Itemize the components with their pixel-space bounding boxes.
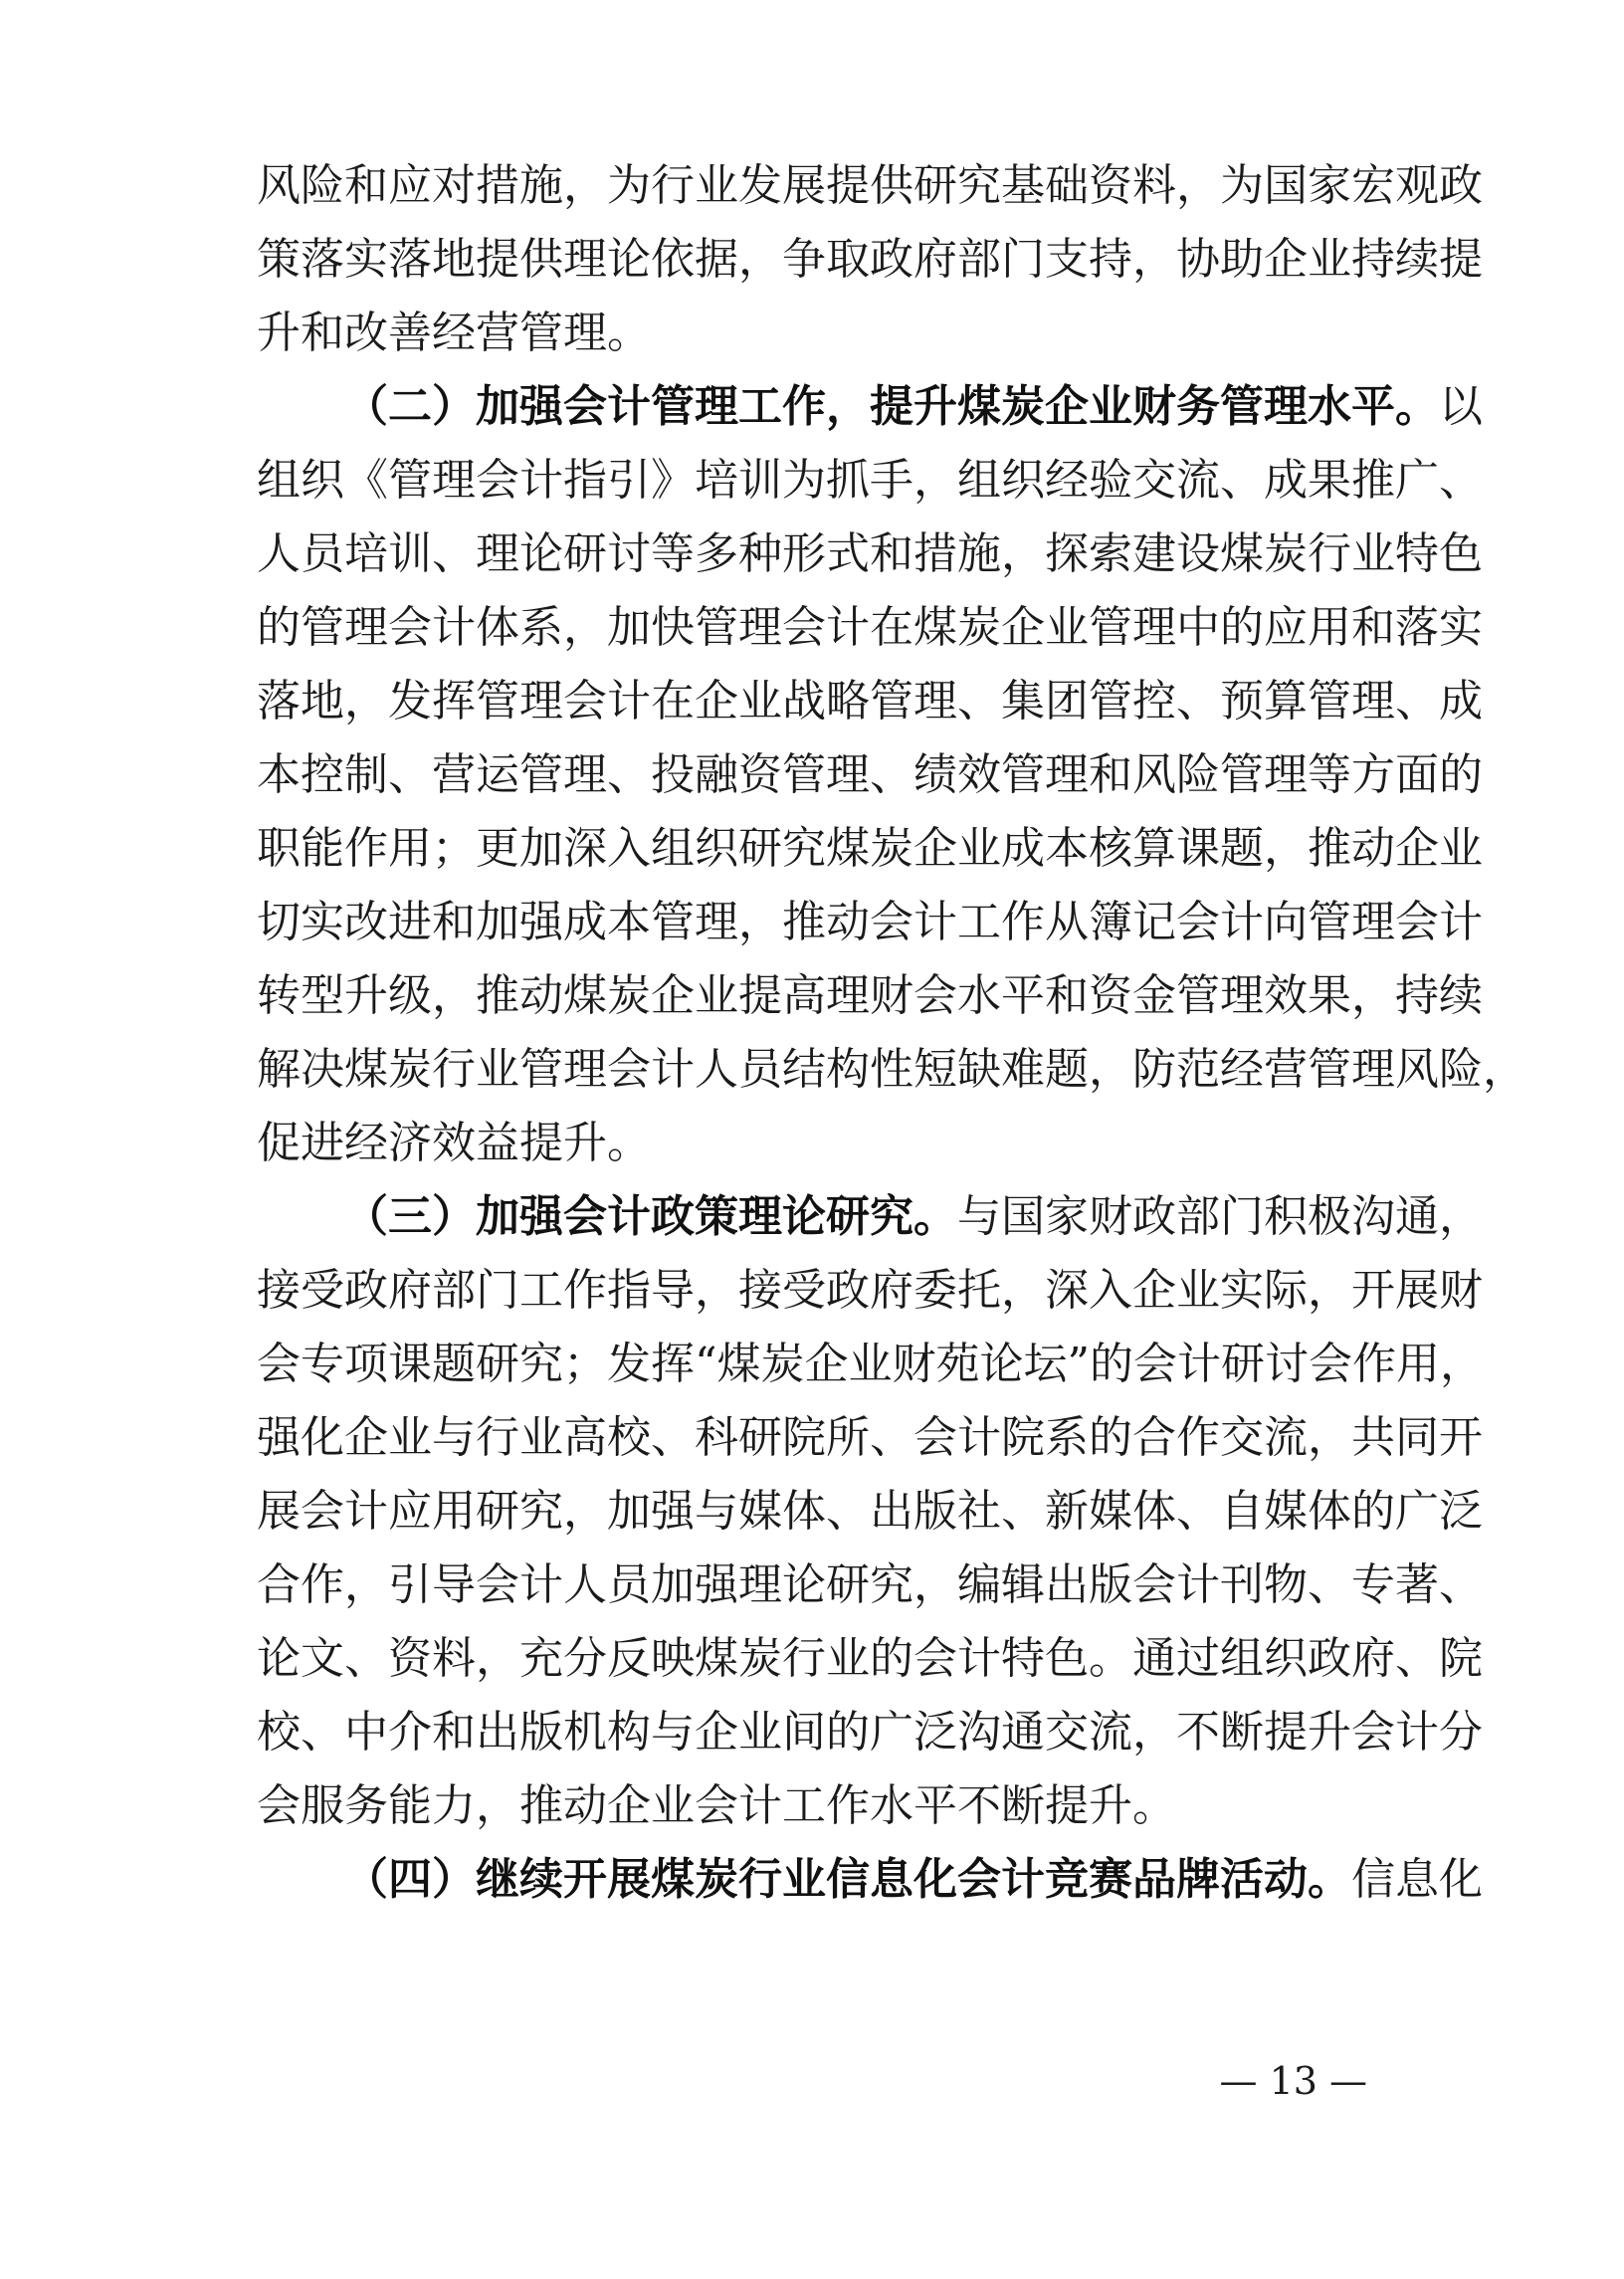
text-line xyxy=(257,1114,1383,1173)
paragraph-text: 切实改进和加强成本管理，推动会计工作从簿记会计向管理会计 xyxy=(257,897,1483,947)
section-heading: （三）加强会计政策理论研究。 xyxy=(344,1191,957,1242)
section-heading: （二）加强会计管理工作，提升煤炭企业财务管理水平。 xyxy=(344,381,1439,432)
paragraph-text: 解决煤炭行业管理会计人员结构性短缺难题，防范经营管理风险， xyxy=(257,1044,1526,1095)
text-line xyxy=(257,451,1483,511)
paragraph-text: 与国家财政部门积极沟通， xyxy=(957,1191,1483,1242)
paragraph-text: 本控制、营运管理、投融资管理、绩效管理和风险管理等方面的 xyxy=(257,749,1483,800)
paragraph-text: 升和改善经营管理。 xyxy=(257,308,651,358)
paragraph-text: 人员培训、理论研讨等多种形式和措施，探索建设煤炭行业特色 xyxy=(257,528,1483,579)
paragraph-text: 接受政府部门工作指导，接受政府委托，深入企业实际，开展财 xyxy=(257,1265,1483,1316)
text-line xyxy=(257,1703,1483,1762)
paragraph-text: 落地，发挥管理会计在企业战略管理、集团管控、预算管理、成 xyxy=(257,676,1483,726)
text-line xyxy=(257,1482,1483,1542)
paragraph-text: 风险和应对措施，为行业发展提供研究基础资料，为国家宏观政 xyxy=(257,160,1483,211)
paragraph-text: 强化企业与行业高校、科研院所、会计院系的合作交流，共同开 xyxy=(257,1412,1483,1463)
paragraph-text: 职能作用；更加深入组织研究煤炭企业成本核算课题，推动企业 xyxy=(257,823,1483,874)
text-line xyxy=(257,893,1483,952)
paragraph-text: 合作，引导会计人员加强理论研究，编辑出版会计刊物、专著、 xyxy=(257,1559,1483,1610)
text-line xyxy=(257,1629,1483,1689)
paragraph-text: 的管理会计体系，加快管理会计在煤炭企业管理中的应用和落实 xyxy=(257,602,1483,653)
paragraph-text: 论文、资料，充分反映煤炭行业的会计特色。通过组织政府、院 xyxy=(257,1633,1483,1684)
heading-line xyxy=(344,1187,1483,1247)
text-line xyxy=(257,1555,1483,1615)
heading-line xyxy=(344,377,1483,437)
text-line xyxy=(257,304,1383,363)
paragraph-text: 转型升级，推动煤炭企业提高理财会水平和资金管理效果，持续 xyxy=(257,970,1483,1021)
text-line xyxy=(257,966,1483,1026)
text-line xyxy=(257,745,1483,805)
paragraph-text: 信息化 xyxy=(1351,1854,1483,1905)
page-number: — 13 — xyxy=(1219,2059,1367,2103)
text-line xyxy=(257,1408,1483,1468)
paragraph-text: 会专项课题研究；发挥“煤炭企业财苑论坛”的会计研讨会作用， xyxy=(257,1339,1484,1389)
text-line xyxy=(257,1335,1484,1394)
paragraph-text: 会服务能力，推动企业会计工作水平不断提升。 xyxy=(257,1780,1176,1831)
section-heading: （四）继续开展煤炭行业信息化会计竞赛品牌活动。 xyxy=(344,1854,1351,1905)
text-line xyxy=(257,672,1483,731)
text-line xyxy=(257,1261,1483,1321)
text-line xyxy=(257,524,1483,584)
text-line xyxy=(257,156,1483,216)
paragraph-text: 促进经济效益提升。 xyxy=(257,1118,651,1168)
paragraph-text: 展会计应用研究，加强与媒体、出版社、新媒体、自媒体的广泛 xyxy=(257,1486,1483,1537)
text-line xyxy=(257,598,1483,658)
paragraph-text: 校、中介和出版机构与企业间的广泛沟通交流，不断提升会计分 xyxy=(257,1707,1483,1758)
heading-line xyxy=(344,1850,1483,1910)
paragraph-text: 以 xyxy=(1439,381,1483,432)
paragraph-text: 策落实落地提供理论依据，争取政府部门支持，协助企业持续提 xyxy=(257,234,1483,285)
text-line xyxy=(257,819,1483,879)
text-line xyxy=(257,230,1483,290)
paragraph-text: 组织《管理会计指引》培训为抓手，组织经验交流、成果推广、 xyxy=(257,455,1483,506)
text-line xyxy=(257,1040,1526,1100)
text-line xyxy=(257,1776,1383,1836)
